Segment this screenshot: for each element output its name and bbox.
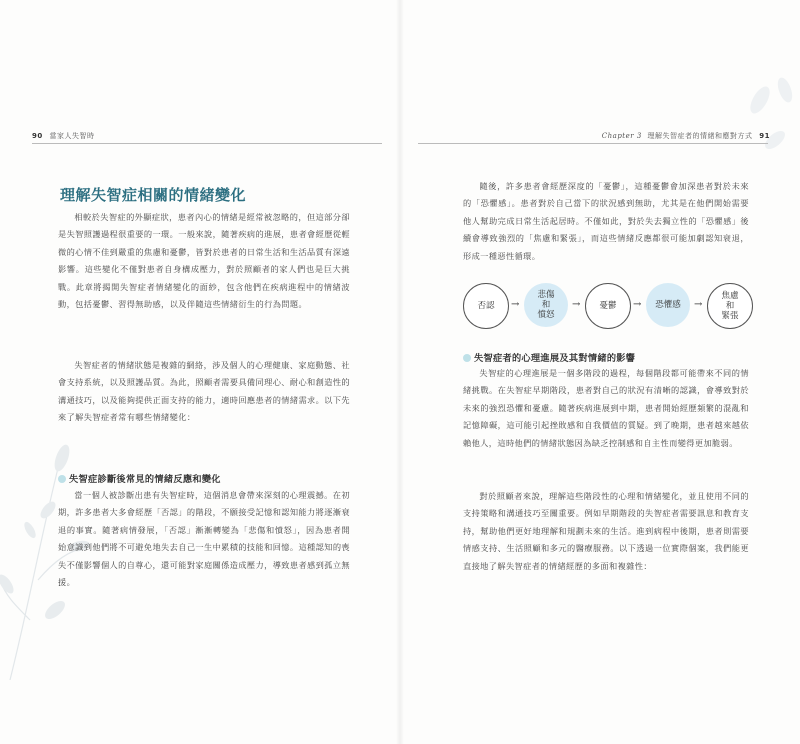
arrow-right-icon: →	[572, 299, 581, 310]
flow-node-depression: 憂鬱	[585, 283, 631, 329]
left-paragraph-1: 相較於失智症的外顯症狀，患者內心的情緒是經常被忽略的，但這部分卻是失智照護過程很重要的一環。一般來說，隨著疾病的進展，患者會經歷從輕微的心情不佳到嚴重的焦慮和憂鬱，皆對於患者的日常生活和生活品質有深遠影響。這些變化不僅對患者自身構成壓力，對於照顧者的家人們也是巨大挑戰。此章將揭開失智症者情緒變化的面紗，包含他們在疾病進程中的情緒波動，包括憂鬱、習得無助感，以及伴隨這些情緒衍生的行為問題。	[58, 212, 350, 310]
header-rule-left	[32, 143, 382, 144]
bullet-dot-icon	[58, 475, 66, 483]
left-subheading	[58, 471, 221, 485]
arrow-right-icon: →	[694, 299, 703, 310]
flow-node-denial: 否認	[463, 283, 509, 329]
flow-node-anxiety-tension: 焦慮 和 緊張	[707, 283, 753, 329]
page-number-right: 91	[759, 132, 770, 140]
page-number-left: 90	[32, 132, 43, 140]
header-rule-right	[418, 143, 768, 144]
leaf-corner-icon	[700, 60, 800, 180]
arrow-right-icon: →	[633, 299, 642, 310]
right-subheading-text: 失智症者的心理進展及其對情緒的影響	[474, 353, 636, 364]
left-subheading-text: 失智症診斷後常見的情緒反應和變化	[69, 474, 221, 485]
left-paragraph-2: 失智症者的情緒狀態是複雜的網絡，涉及個人的心理健康、家庭動態、社會支持系統，以及照護品質。為此，照顧者需要具備同理心、耐心和創造性的溝通技巧，以及能夠提供正面支持的能力，適時回應患者的情緒需求。以下先來了解失智症者常有哪些情緒變化：	[58, 360, 350, 423]
running-head-right	[602, 131, 770, 141]
book-title: 當家人失智時	[49, 132, 95, 140]
left-paragraph-3: 當一個人被診斷出患有失智症時，這個消息會帶來深刻的心理震撼。在初期，許多患者大多會經歷「否認」的階段，不願接受記憶和認知能力將逐漸衰退的事實。隨著病情發展，「否認」漸漸轉變為「悲傷和憤怒」，因為患者開始意識到他們將不可避免地失去自己一生中累積的技能和回憶。這種認知的喪失不僅影響個人的自尊心，還可能對家庭關係造成壓力，導致患者感到孤立無援。	[58, 490, 350, 588]
section-title: 理解失智症相關的情緒變化	[60, 186, 247, 204]
emotion-flow-diagram	[463, 279, 753, 331]
right-paragraph-1: 隨後，許多患者會經歷深度的「憂鬱」，這種憂鬱會加深患者對於未來的「恐懼感」。患者對於自己當下的狀況感到無助，尤其是在他們開始需要他人幫助完成日常生活起居時。不僅如此，對於失去獨立性的「恐懼感」後續會導致強烈的「焦慮和緊張」，而這些情緒反應都很可能加劇認知衰退，形成一種惡性循環。	[463, 181, 749, 261]
bullet-dot-icon	[463, 354, 471, 362]
flow-node-fear: 恐懼感	[646, 283, 690, 327]
book-gutter	[396, 0, 404, 744]
flow-node-sadness-anger: 悲傷 和 憤怒	[524, 283, 568, 327]
chapter-title: 理解失智症者的情緒和應對方式	[647, 132, 753, 140]
running-head-left	[32, 131, 94, 141]
right-paragraph-2: 失智症的心理進展是一個多階段的過程，每個階段都可能帶來不同的情緒挑戰。在失智症早期階段，患者對自己的狀況有清晰的認識，會導致對於未來的強烈恐懼和憂慮。隨著疾病進展到中期，患者開始經歷頻繁的混亂和記憶障礙，這可能引起挫敗感和自我價值的質疑。到了晚期，患者越來越依賴他人，這時他們的情緒狀態因為缺乏控制感和自主性而變得更加脆弱。	[463, 368, 749, 448]
chapter-label: Chapter 3	[601, 132, 642, 140]
right-paragraph-3: 對於照顧者來說，理解這些階段性的心理和情緒變化，並且使用不同的支持策略和溝通技巧至關重要。例如早期階段的失智症者需要訊息和教育支持，幫助他們更好地理解和規劃未來的生活。進到病程中後期，患者則需要情感支持、生活照顧和多元的醫療服務。以下透過一位實際個案，我們能更直接地了解失智症者的情緒經歷的多面和複雜性：	[463, 491, 749, 571]
right-subheading	[463, 350, 635, 364]
arrow-right-icon: →	[511, 299, 520, 310]
